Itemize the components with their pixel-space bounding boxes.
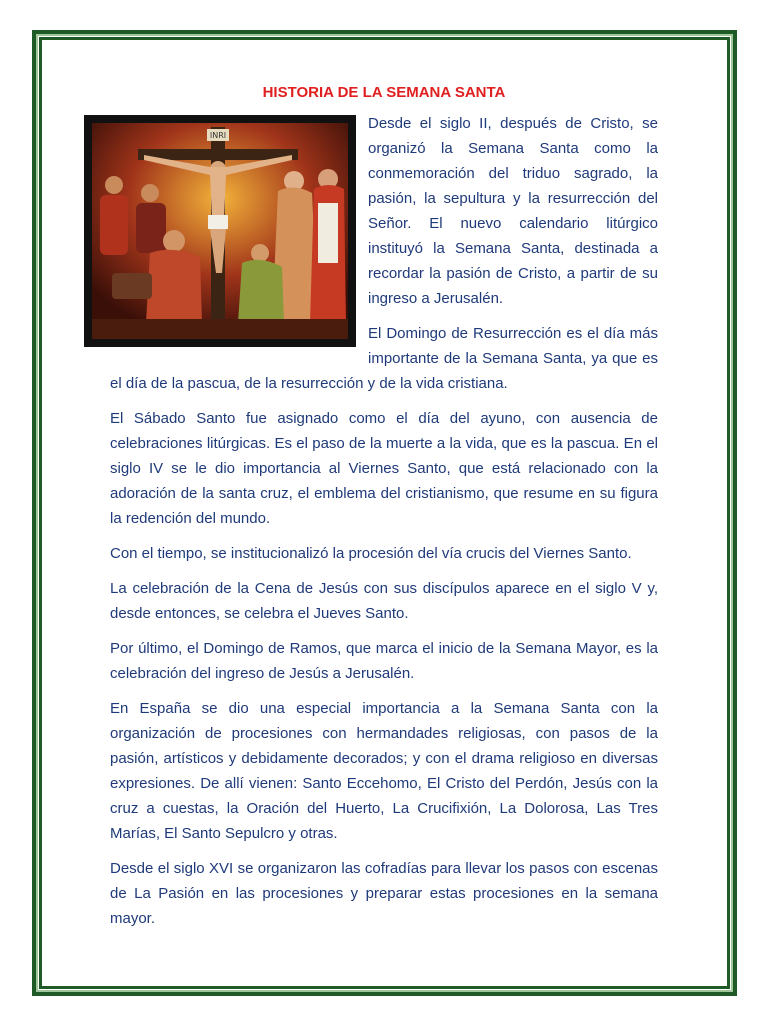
paragraph-7: En España se dio una especial importancia a la Semana Santa con la organización de procesiones con hermandades religiosas, con pasos de la pasión, artísticos y debidamente decorados; y con el drama religioso en diversas expresiones. De allí vienen: Santo Eccehomo, El Cristo del Perdón, Jesús con la cruz a cuestas, la Oración del Huerto, La Crucifixión, La Dolorosa, Las Tres Marías, El Santo Sepulcro y otras. xyxy=(110,700,658,842)
paragraph-5: La celebración de la Cena de Jesús con sus discípulos aparece en el siglo V y, desde entonces, se celebra el Jueves Santo. xyxy=(110,580,658,622)
paragraph-2: El Domingo de Resurrección es el día más importante de la Semana Santa, ya que es el día de la pascua, de la resurrección y de la vida cristiana. xyxy=(110,325,658,392)
inri-sign: INRI xyxy=(209,131,227,140)
paragraph-6: Por último, el Domingo de Ramos, que marca el inicio de la Semana Mayor, es la celebración del ingreso de Jesús a Jerusalén. xyxy=(110,640,658,682)
page-title: HISTORIA DE LA SEMANA SANTA xyxy=(262,84,506,101)
document-body xyxy=(110,82,658,941)
paragraph-1: Desde el siglo II, después de Cristo, se organizó la Semana Santa como la conmemoración del triduo sagrado, la pasión, la sepultura y la resurrección del Señor. El nuevo calendario litúrgico instituyó la Semana Santa, destinada a recordar la pasión de Cristo, a partir de su ingreso a Jerusalén. xyxy=(368,115,658,307)
paragraph-4: Con el tiempo, se institucionalizó la procesión del vía crucis del Viernes Santo. xyxy=(110,545,632,562)
paragraph-3: El Sábado Santo fue asignado como el día del ayuno, con ausencia de celebraciones litúrgicas. Es el paso de la muerte a la vida, que es la pascua. En el siglo IV se le dio importancia al Viernes Santo, que está relacionado con la adoración de la santa cruz, el emblema del cristianismo, que resume en su figura la redención del mundo. xyxy=(110,410,658,527)
crucifixion-image xyxy=(84,115,356,347)
crucifixion-illustration xyxy=(92,123,348,339)
paragraph-8: Desde el siglo XVI se organizaron las cofradías para llevar los pasos con escenas de La Pasión en las procesiones y preparar estas procesiones en la semana mayor. xyxy=(110,860,658,927)
